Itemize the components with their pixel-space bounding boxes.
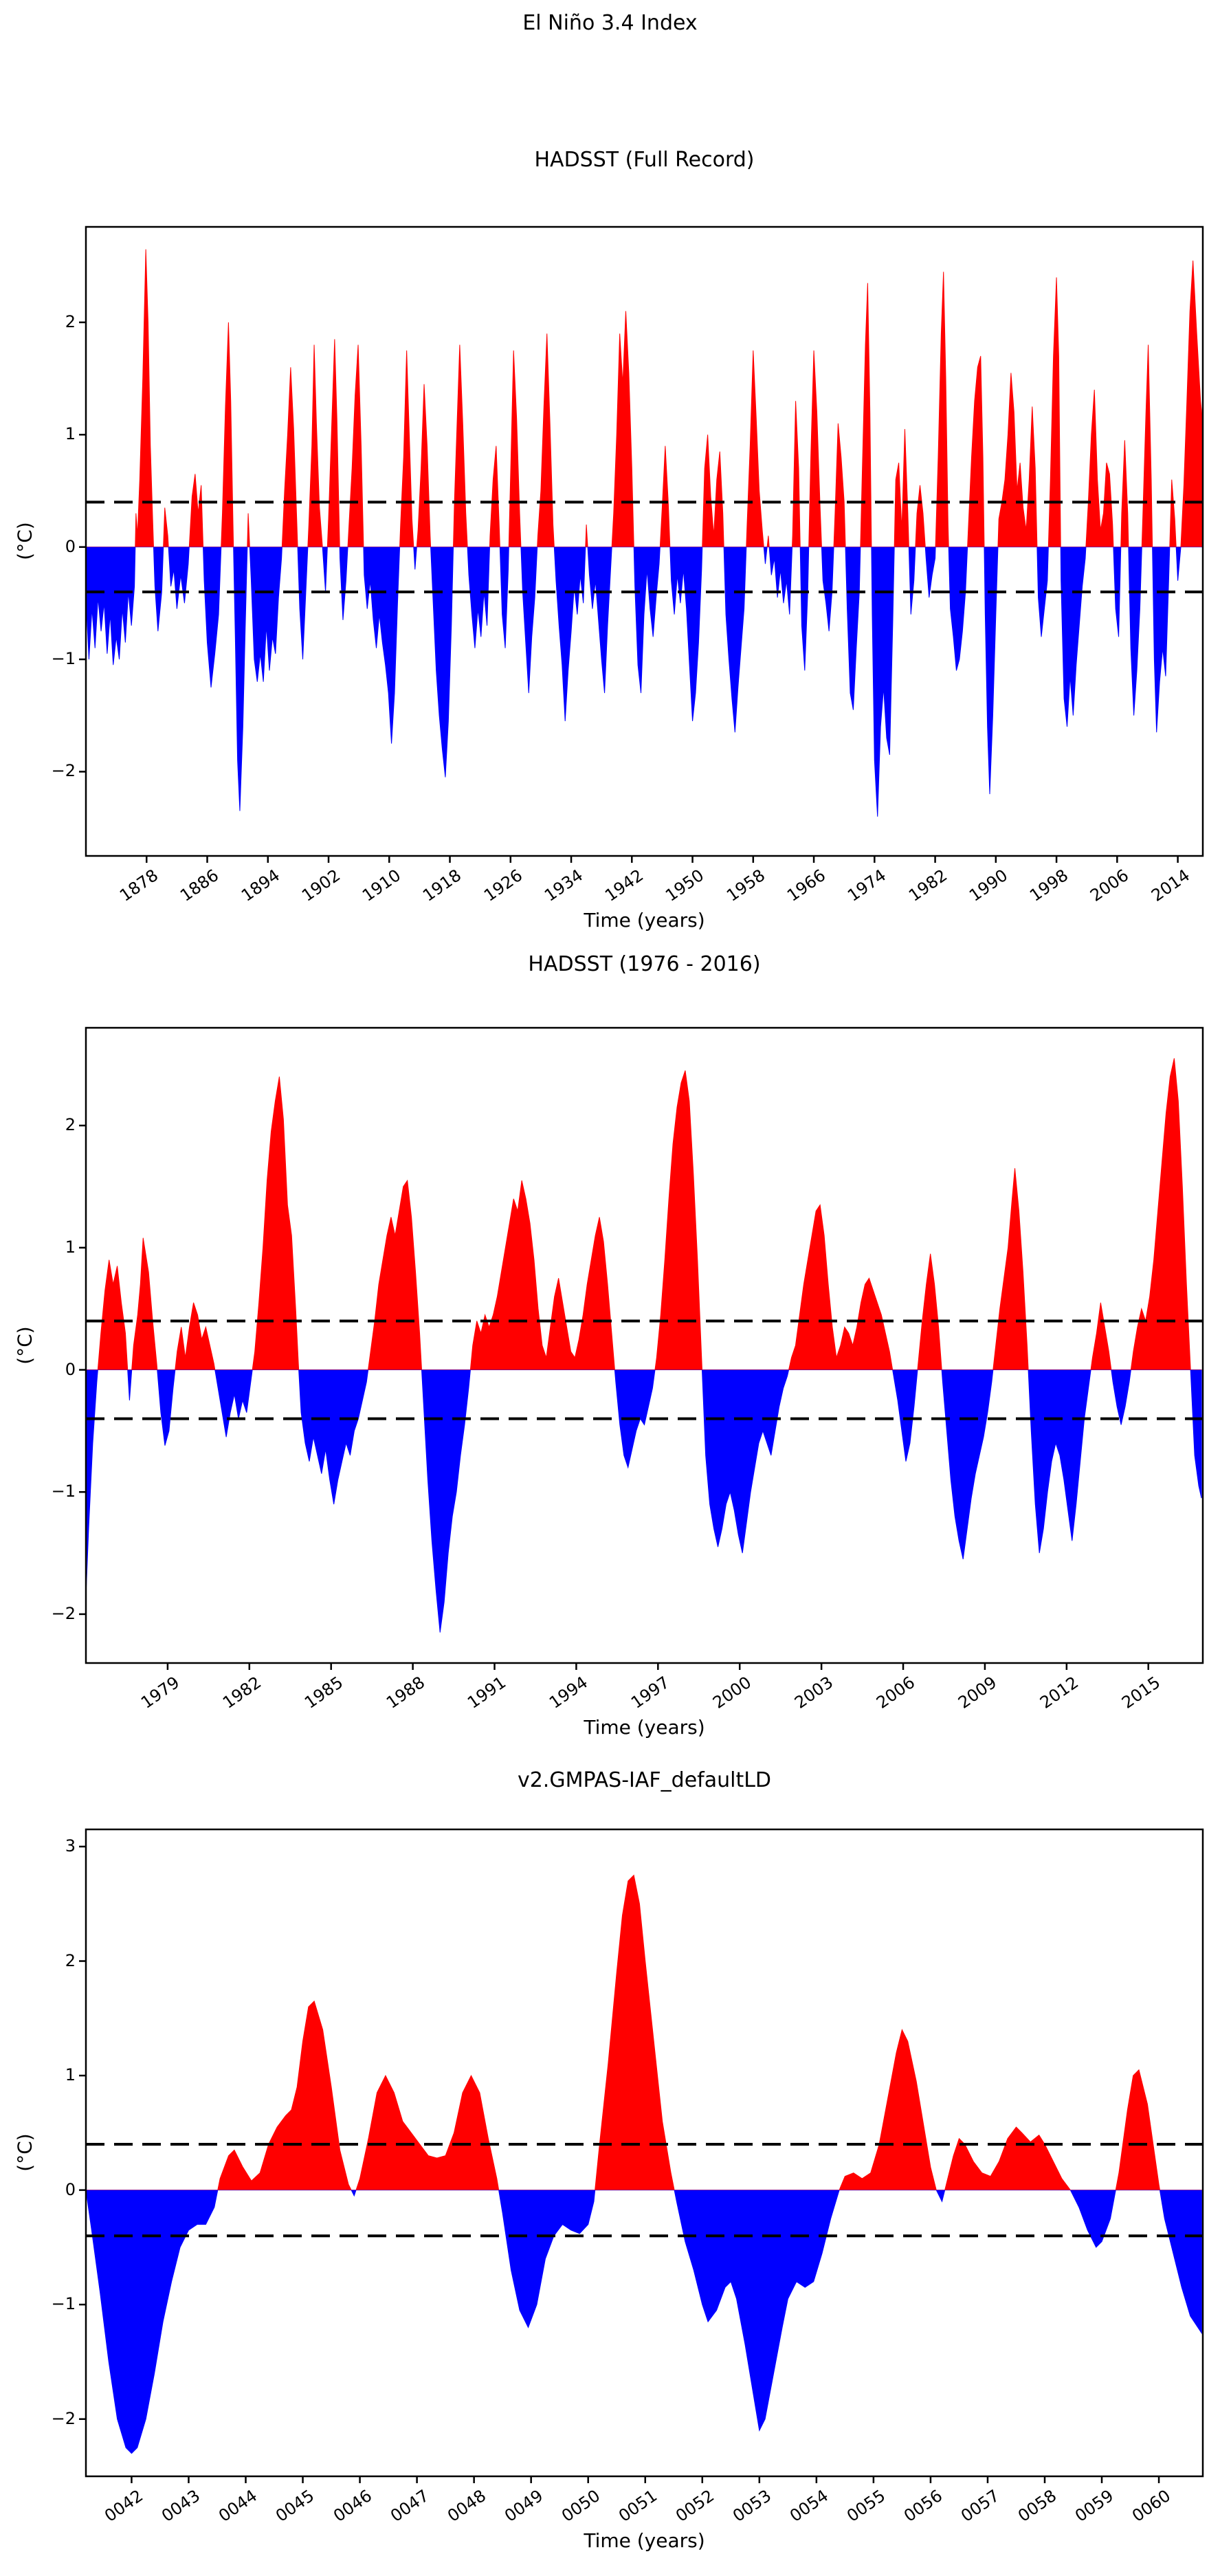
x-tick-label: 1982 (219, 1673, 265, 1713)
x-tick-label: 0042 (101, 2486, 147, 2526)
x-tick-label: 0059 (1071, 2486, 1118, 2526)
x-tick-label: 1998 (1026, 866, 1072, 905)
y-tick-label: −1 (51, 1482, 76, 1501)
y-tick-label: 1 (65, 424, 76, 444)
y-tick-label: −1 (51, 649, 76, 669)
x-tick-label: 1990 (965, 866, 1011, 905)
x-tick-label: 2000 (709, 1673, 755, 1713)
x-tick-label: 0057 (957, 2486, 1003, 2526)
y-tick-label: 0 (65, 2179, 76, 2199)
x-tick-label: 1994 (546, 1673, 592, 1713)
x-tick-label: 2015 (1118, 1673, 1164, 1713)
x-tick-label: 1950 (662, 866, 708, 905)
axes-frame (86, 1028, 1203, 1663)
x-tick-label: 1997 (628, 1673, 674, 1713)
x-tick-label: 1902 (298, 866, 344, 905)
x-tick-label: 1991 (464, 1673, 510, 1713)
x-tick-label: 0058 (1014, 2486, 1061, 2526)
x-tick-label: 2012 (1036, 1673, 1082, 1713)
x-tick-label: 0049 (500, 2486, 546, 2526)
subplot-title: HADSST (1976 - 2016) (528, 952, 761, 976)
y-axis-label: (°C) (13, 1326, 36, 1365)
x-tick-label: 1982 (905, 866, 951, 905)
y-tick-label: −2 (51, 2408, 76, 2428)
x-tick-label: 2006 (1087, 866, 1133, 905)
x-tick-label: 1934 (541, 866, 587, 905)
y-tick-label: −1 (51, 2294, 76, 2314)
x-tick-label: 0047 (386, 2486, 432, 2526)
y-tick-label: 1 (65, 2065, 76, 2085)
x-tick-label: 1894 (237, 866, 283, 905)
y-tick-label: 3 (65, 1836, 76, 1856)
x-tick-label: 1988 (382, 1673, 428, 1713)
x-tick-label: 0051 (614, 2486, 661, 2526)
x-tick-label: 1910 (359, 866, 405, 905)
x-axis-label: Time (years) (584, 909, 705, 932)
x-tick-label: 0044 (215, 2486, 261, 2526)
x-tick-label: 1886 (177, 866, 223, 905)
plot-area-hadsst-full (71, 212, 1218, 871)
x-tick-label: 0055 (843, 2486, 889, 2526)
plot-area-hadsst-recent (71, 1013, 1218, 1678)
positive-anomaly-area (86, 1875, 1201, 2454)
x-tick-label: 2003 (791, 1673, 837, 1713)
y-tick-label: 1 (65, 1237, 76, 1257)
y-tick-label: −2 (51, 761, 76, 781)
y-tick-label: 0 (65, 536, 76, 556)
y-tick-label: 0 (65, 1359, 76, 1379)
x-tick-label: 1942 (601, 866, 647, 905)
y-tick-label: 2 (65, 1950, 76, 1970)
x-axis-label: Time (years) (584, 1716, 705, 1739)
x-tick-label: 1878 (116, 866, 162, 905)
x-tick-label: 0053 (729, 2486, 775, 2526)
x-tick-label: 0046 (329, 2486, 375, 2526)
x-tick-label: 1926 (480, 866, 526, 905)
x-tick-label: 0050 (557, 2486, 603, 2526)
subplot-title: HADSST (Full Record) (534, 148, 755, 172)
x-tick-label: 2006 (872, 1673, 919, 1713)
figure-suptitle: El Niño 3.4 Index (522, 11, 698, 35)
x-tick-label: 0056 (900, 2486, 946, 2526)
x-tick-label: 1974 (844, 866, 890, 905)
positive-anomaly-area (86, 250, 1203, 817)
y-tick-label: −2 (51, 1603, 76, 1623)
x-tick-label: 2009 (954, 1673, 1000, 1713)
x-tick-label: 0045 (272, 2486, 318, 2526)
negative-anomaly-area (86, 1058, 1201, 1632)
y-tick-label: 2 (65, 1115, 76, 1135)
y-tick-label: 2 (65, 311, 76, 331)
x-axis-label: Time (years) (584, 2529, 705, 2552)
x-tick-label: 1966 (784, 866, 830, 905)
x-tick-label: 2014 (1147, 866, 1193, 905)
subplot-title: v2.GMPAS-IAF_defaultLD (517, 1768, 772, 1792)
plot-area-gmpas (71, 1814, 1218, 2491)
x-tick-label: 0054 (786, 2486, 832, 2526)
x-tick-label: 0060 (1129, 2486, 1175, 2526)
x-tick-label: 1958 (722, 866, 768, 905)
x-tick-label: 1918 (419, 866, 465, 905)
x-tick-label: 0052 (672, 2486, 718, 2526)
y-axis-label: (°C) (13, 522, 36, 560)
x-tick-label: 0048 (443, 2486, 489, 2526)
x-tick-label: 0043 (158, 2486, 204, 2526)
y-axis-label: (°C) (13, 2133, 36, 2172)
x-tick-label: 1979 (137, 1673, 183, 1713)
x-tick-label: 1985 (300, 1673, 346, 1713)
positive-anomaly-area (86, 1058, 1201, 1632)
